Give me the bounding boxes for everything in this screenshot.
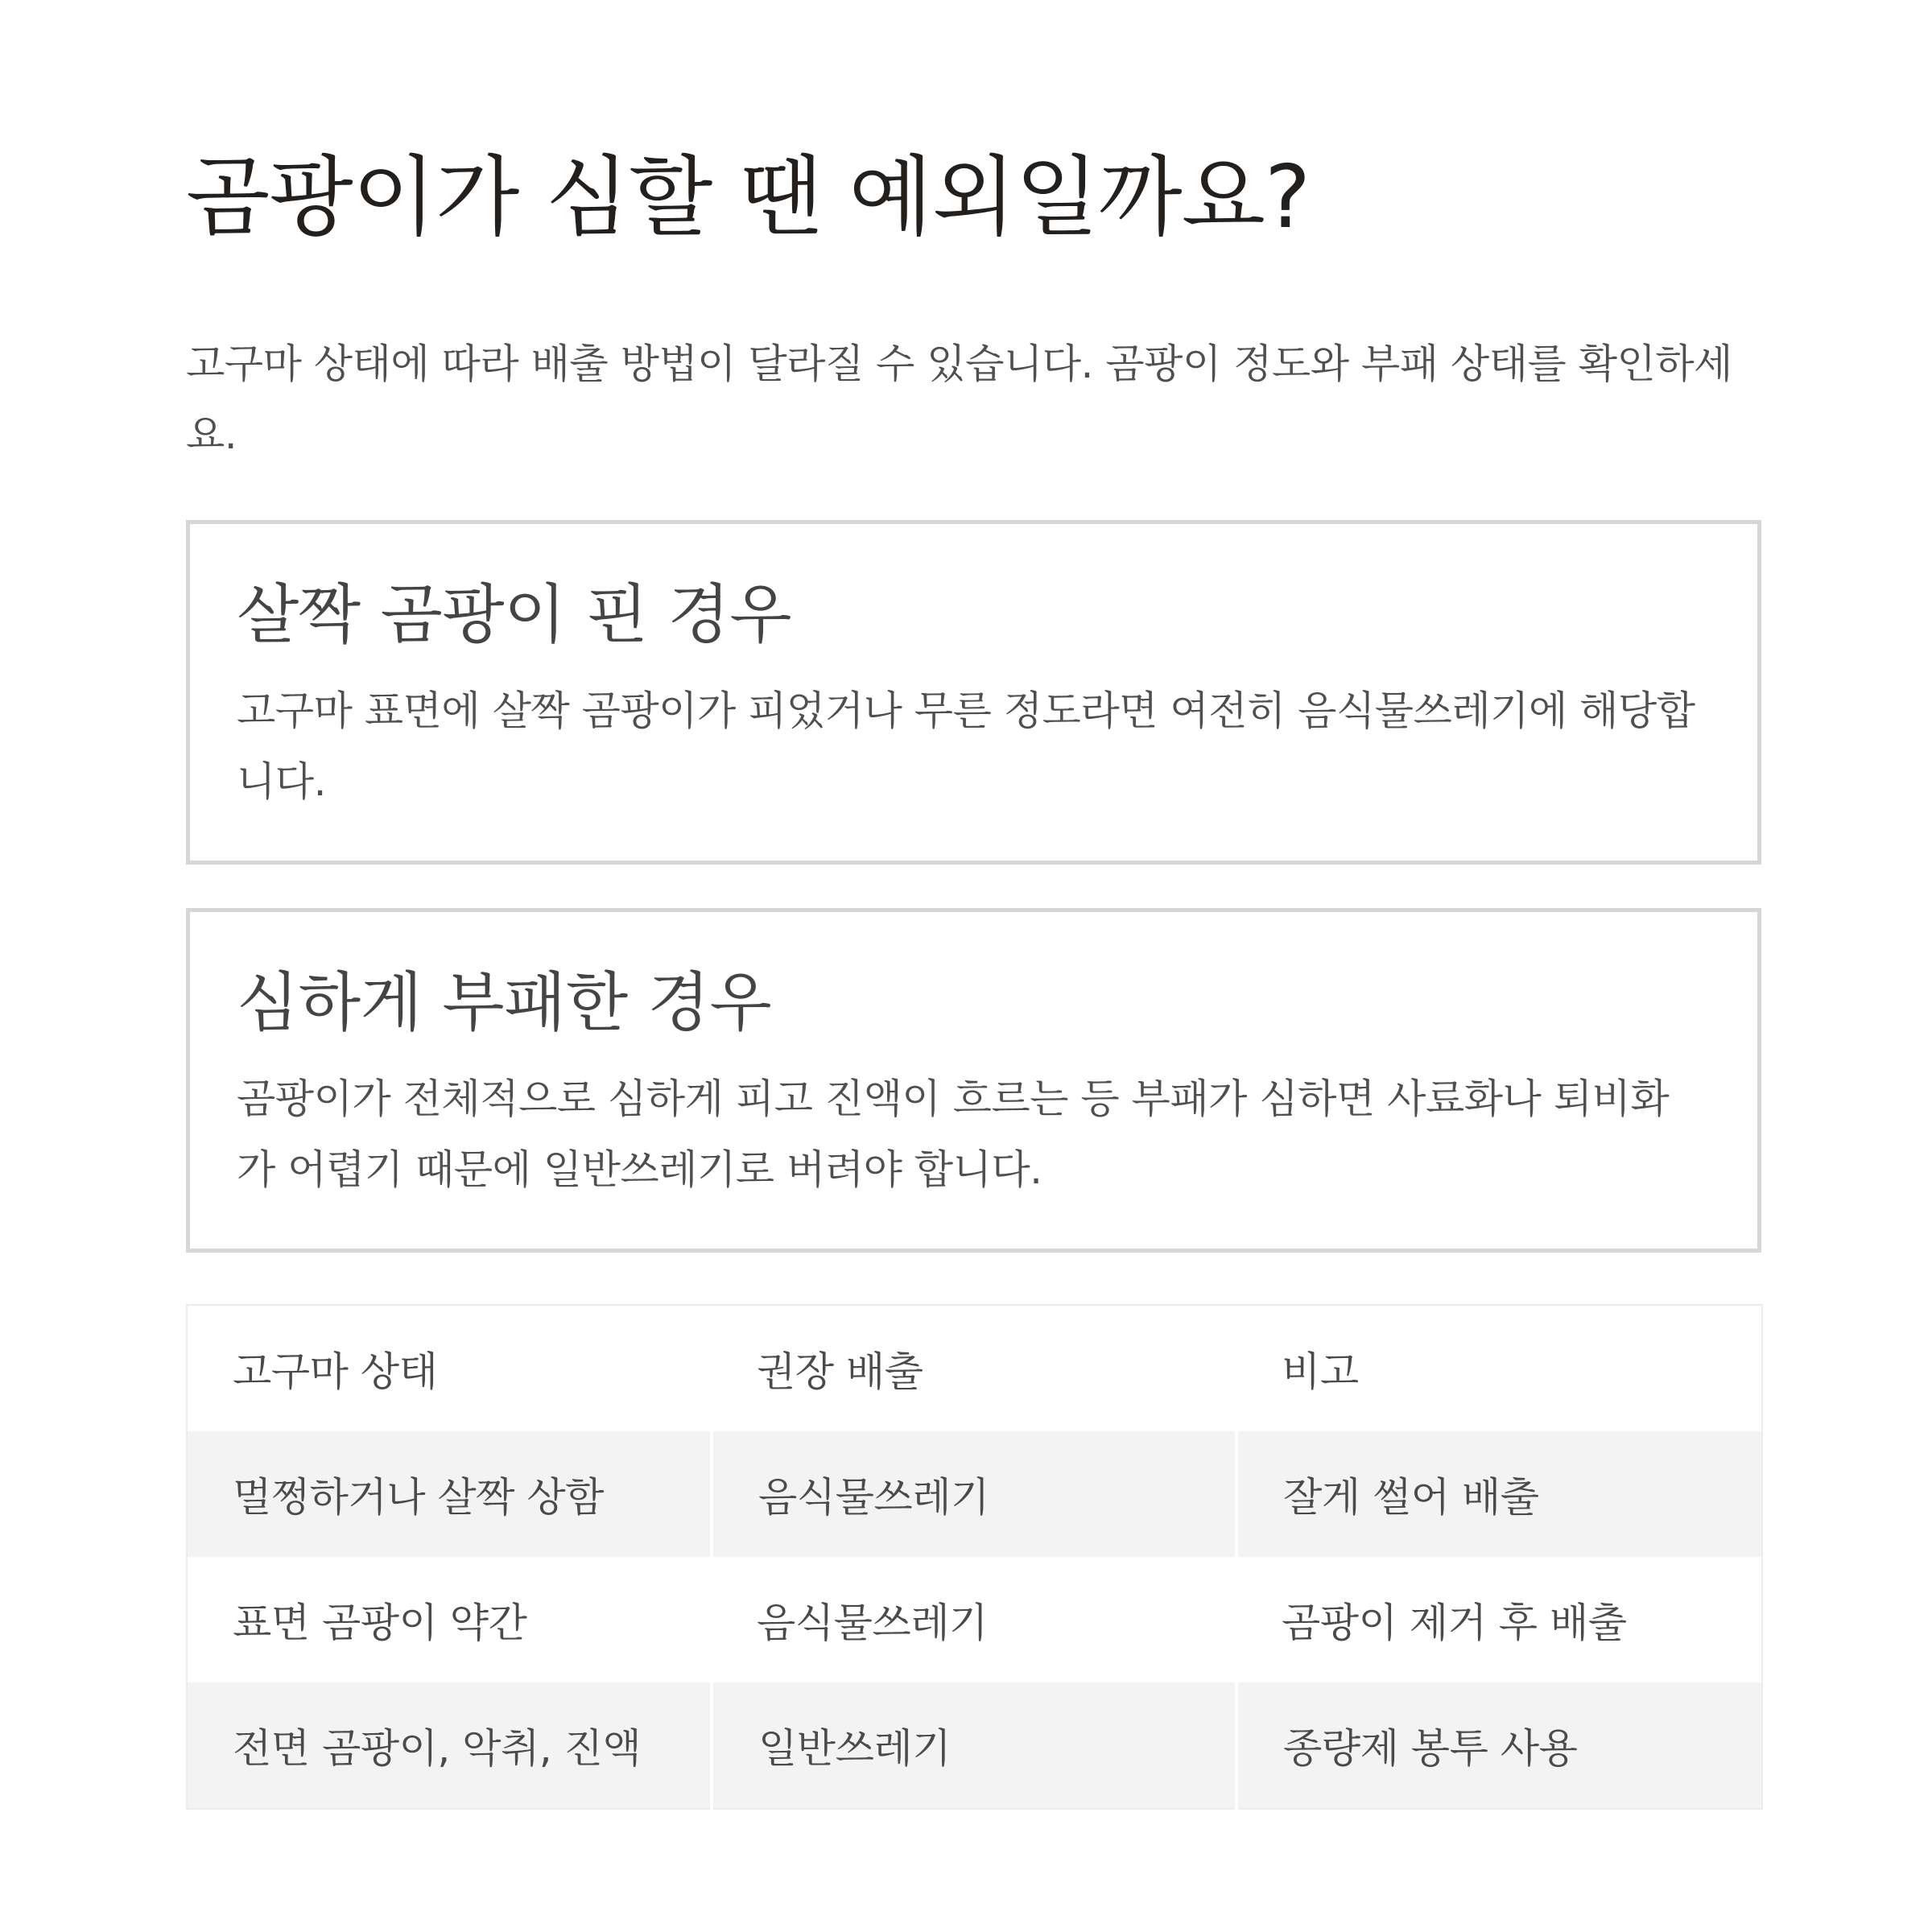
table-cell: 일반쓰레기 [712, 1682, 1236, 1809]
table-cell: 멀쩡하거나 살짝 상함 [233, 1474, 604, 1521]
table-cell: 음식물쓰레기 [712, 1431, 1236, 1557]
page-title: 곰팡이가 심할 땐 예외일까요? [186, 147, 1311, 248]
table-cell: 곰팡이 제거 후 배출 [1282, 1600, 1627, 1646]
disposal-table [186, 1304, 1763, 1810]
table-cell: 잘게 썰어 배출 [1236, 1431, 1762, 1557]
table-cell: 표면 곰팡이 약간 [233, 1600, 527, 1646]
table-cell: 음식물쓰레기 [757, 1600, 988, 1646]
info-card-light-mold [186, 520, 1761, 865]
table-cell: 전면 곰팡이, 악취, 진액 [233, 1725, 642, 1772]
column-header-disposal: 권장 배출 [757, 1348, 923, 1395]
table-header-row [187, 1305, 1762, 1431]
card-title: 살짝 곰팡이 핀 경우 [237, 577, 792, 652]
info-card-severe-rot [186, 908, 1761, 1253]
card-body: 곰팡이가 전체적으로 심하게 피고 진액이 흐르는 등 부패가 심하면 사료화나 퇴비화가 어렵기 때문에 일반쓰레기로 버려야 합니다. [237, 1075, 1670, 1193]
column-header-note: 비고 [1282, 1348, 1359, 1395]
table-row [187, 1431, 1762, 1557]
table-cell: 종량제 봉투 사용 [1236, 1682, 1762, 1809]
column-header-condition: 고구마 상태 [233, 1348, 438, 1395]
table-row [187, 1682, 1762, 1809]
intro-paragraph: 고구마 상태에 따라 배출 방법이 달라질 수 있습니다. 곰팡이 정도와 부패 상태를 확인하세요. [186, 341, 1732, 458]
table-row [187, 1557, 1762, 1682]
card-body: 고구마 표면에 살짝 곰팡이가 피었거나 무른 정도라면 여전히 음식물쓰레기에 해당합니다. [237, 687, 1695, 805]
card-title: 심하게 부패한 경우 [237, 965, 772, 1040]
